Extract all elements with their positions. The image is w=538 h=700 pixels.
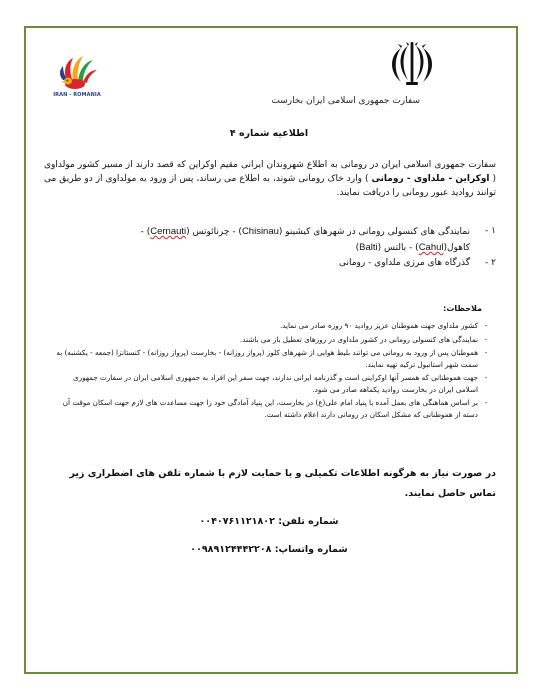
- note-text: هموطنان پس از ورود به رومانی می توانند بلیط هوایی از شهرهای کلوز (پرواز روزانه) - بخارست (پرواز روزانه) - کنستانزا (جمعه - یکشنبه) به سمت شهر استانبول ترکیه تهیه نمایند.: [56, 348, 478, 369]
- list-item-1-segment: کاهول(: [443, 243, 470, 253]
- note-bullet: -: [484, 334, 488, 344]
- intro-route: اوکراین - ملداوی - رومانی: [371, 174, 490, 184]
- note-item: [56, 320, 494, 332]
- city-balti: Balti: [359, 242, 378, 253]
- partner-logo-caption: IRAN - ROMANIA: [53, 92, 101, 98]
- note-bullet: -: [484, 373, 488, 382]
- note-bullet: -: [484, 398, 488, 407]
- emergency-phone: شماره تلفن: ۰۰۴۰۷۶۱۱۲۱۸۰۲: [199, 516, 339, 527]
- list-item-1-segment: نمایندگی های کنسولی رومانی در شهرهای کیشینو (: [278, 227, 470, 237]
- list-item: [44, 256, 496, 271]
- list-item-text: گذرگاه های مرزی ملداوی - رومانی: [338, 258, 470, 268]
- list-item-1-segment: ) -: [140, 227, 151, 237]
- city-cernauti: Cernauti: [150, 226, 187, 237]
- whatsapp-number: شماره واتساپ: ۰۰۹۸۹۱۲۴۴۴۲۲۰۸: [190, 544, 348, 555]
- note-bullet: -: [484, 321, 488, 330]
- note-text: کشور ملداوی جهت هموطنان عزیز روادید ۹۰ روزه صادر می نماید.: [279, 321, 478, 330]
- entry-methods-list: [44, 224, 496, 271]
- list-item-1-segment: ) - چرنائوتس (: [186, 227, 242, 237]
- city-chisinau: Chisinau: [241, 226, 279, 237]
- note-item: [56, 347, 494, 370]
- list-item-number: ۲ -: [485, 258, 496, 268]
- note-item: [56, 372, 494, 395]
- notes-heading: ملاحظات:: [443, 304, 482, 313]
- note-item: [56, 334, 494, 346]
- note-text: جهت هموطنانی که همسر آنها اوکراینی است و گذرنامه ایرانی ندارند، جهت سفر این افراد به جمهوری اسلامی ایران در سفارت جمهوری اسلامی ایران در بخارست روادید یکماهه صادر می شود.: [73, 373, 478, 394]
- intro-part-1: سفارت جمهوری اسلامی ایران در رومانی به اطلاع شهروندان ایرانی مقیم اوکراین که قصد دارند از مسیر کشور مولداوی (: [44, 160, 496, 184]
- list-item-1-segment: ): [355, 243, 360, 253]
- note-item: [56, 397, 494, 420]
- notes-list: [56, 320, 494, 422]
- note-bullet: -: [484, 348, 488, 357]
- notice-title: اطلاعیه شماره ۴: [229, 128, 309, 139]
- list-item: [44, 224, 496, 256]
- city-cahul: Cahul: [418, 242, 444, 253]
- list-item-number: ۱ -: [485, 226, 496, 236]
- list-item-text: [44, 224, 470, 256]
- rooster-logo-icon: [53, 52, 101, 92]
- note-text: بر اساس هماهنگی های بعمل آمده با پنیاد امام علی(ع) در بخارست، این پنیاد آمادگی خود را جهت مساعدت های لازم جهت اسکان موقت آن دسته از هموطنانی که مشکل اسکان در رومانی دارند اعلام داشته است.: [62, 398, 478, 419]
- contact-paragraph: در صورت نیاز به هرگونه اطلاعات تکمیلی و یا حمایت لازم با شماره تلفن های اضطراری زیر تماس حاصل نمایند.: [69, 468, 496, 499]
- intro-paragraph: [44, 158, 496, 200]
- note-text: نمایندگی های کنسولی رومانی در کشور ملداوی در روزهای تعطیل باز می باشند.: [240, 334, 478, 344]
- partner-logo: [53, 52, 101, 108]
- list-item-1-segment: ) - بالتس (: [377, 243, 419, 253]
- intro-part-2: ) وارد خاک رومانی شوند، به اطلاع می رساند، پس از ورود به مولداوی از دو طریق می توانند روادید عبور رومانی را دریافت نمایند.: [44, 174, 496, 198]
- embassy-name: سفارت جمهوری اسلامی ایران بخارست: [271, 96, 420, 106]
- iran-emblem-icon: [389, 38, 435, 88]
